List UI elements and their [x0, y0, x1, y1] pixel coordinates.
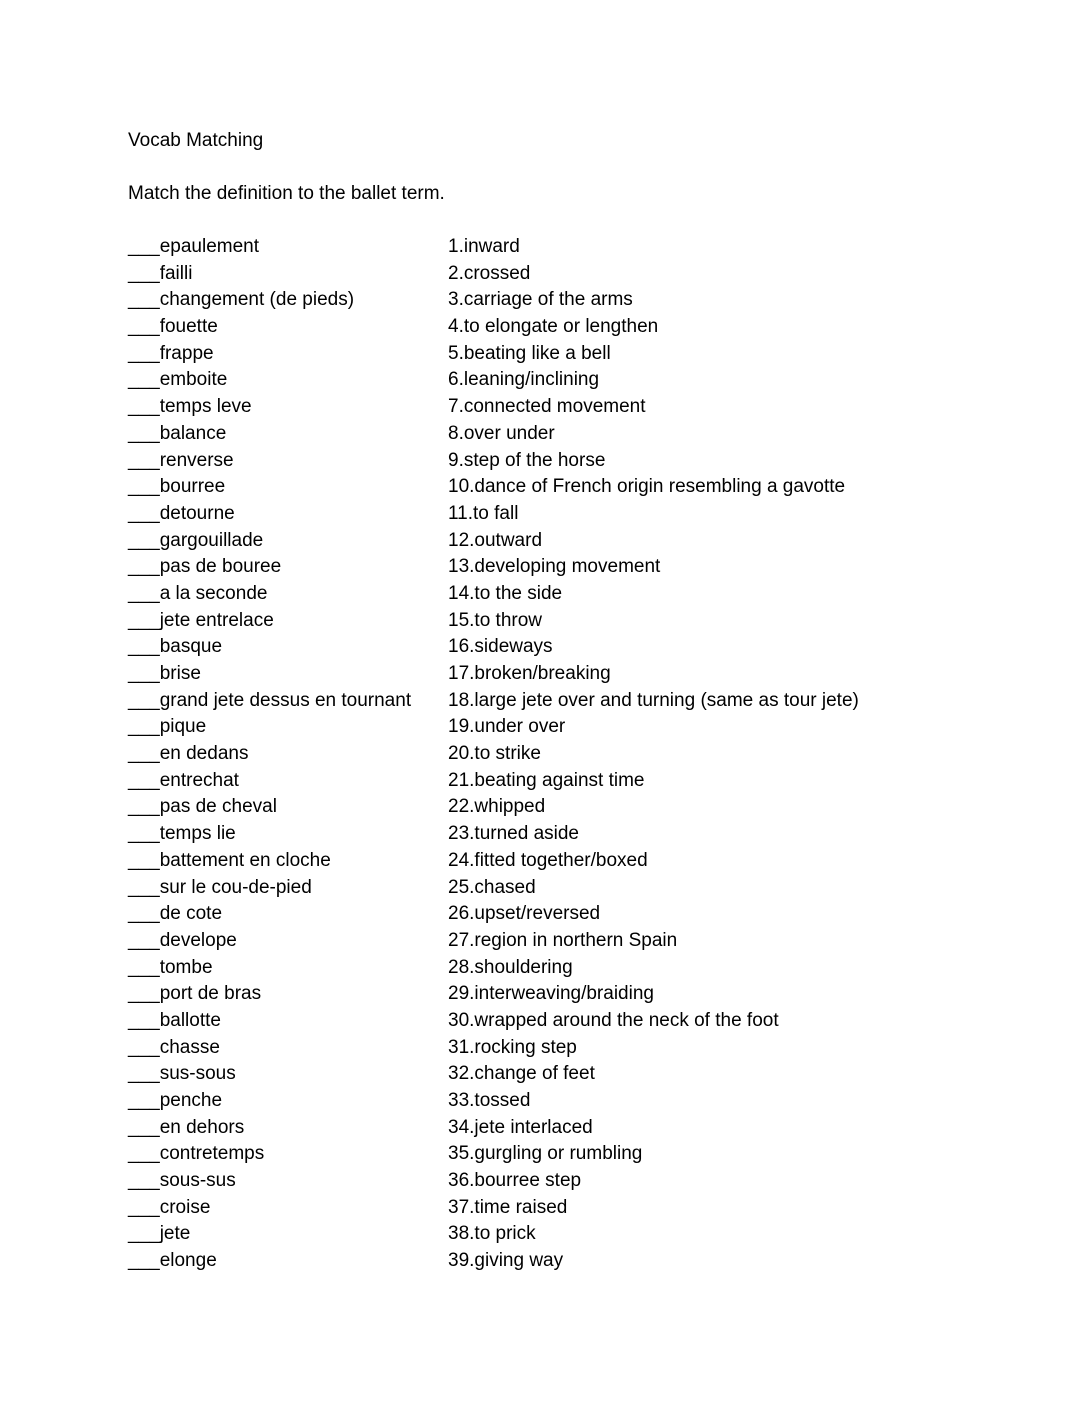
ballet-term: ___entrechat	[128, 769, 239, 791]
definition: 7.connected movement	[448, 396, 646, 418]
ballet-term: ___elonge	[128, 1250, 217, 1272]
matching-row	[128, 1195, 1028, 1222]
definition: 32.change of feet	[448, 1063, 595, 1085]
ballet-term: ___balance	[128, 422, 227, 444]
matching-row	[128, 661, 1028, 688]
ballet-term: ___sous-sus	[128, 1170, 236, 1192]
matching-row	[128, 1141, 1028, 1168]
ballet-term: ___develope	[128, 929, 237, 951]
matching-row	[128, 848, 1028, 875]
instructions-text: Match the definition to the ballet term.	[128, 183, 445, 204]
definition: 11.to fall	[448, 502, 519, 524]
matching-row	[128, 608, 1028, 635]
definition: 13.developing movement	[448, 556, 661, 578]
matching-row	[128, 1168, 1028, 1195]
ballet-term: ___temps leve	[128, 396, 252, 418]
matching-row	[128, 928, 1028, 955]
ballet-term: ___port de bras	[128, 983, 262, 1005]
definition: 37.time raised	[448, 1196, 568, 1218]
matching-row	[128, 1221, 1028, 1248]
definition: 30.wrapped around the neck of the foot	[448, 1009, 779, 1031]
matching-row	[128, 688, 1028, 715]
matching-row	[128, 1115, 1028, 1142]
ballet-term: ___croise	[128, 1196, 211, 1218]
matching-row	[128, 768, 1028, 795]
matching-row	[128, 554, 1028, 581]
ballet-term: ___pique	[128, 716, 207, 738]
definition: 28.shouldering	[448, 956, 573, 978]
ballet-term: ___battement en cloche	[128, 849, 331, 871]
matching-row	[128, 474, 1028, 501]
matching-row	[128, 875, 1028, 902]
matching-row	[128, 634, 1028, 661]
definition: 39.giving way	[448, 1250, 564, 1272]
matching-row	[128, 1088, 1028, 1115]
matching-row	[128, 794, 1028, 821]
matching-row	[128, 741, 1028, 768]
definition: 6.leaning/inclining	[448, 369, 600, 391]
definition: 15.to throw	[448, 609, 542, 631]
definition: 14.to the side	[448, 582, 563, 604]
ballet-term: ___renverse	[128, 449, 234, 471]
definition: 3.carriage of the arms	[448, 289, 633, 311]
definition: 4.to elongate or lengthen	[448, 316, 659, 338]
definition: 23.turned aside	[448, 823, 579, 845]
definition: 9.step of the horse	[448, 449, 606, 471]
matching-row	[128, 1061, 1028, 1088]
definition: 12.outward	[448, 529, 543, 551]
definition: 24.fitted together/boxed	[448, 849, 648, 871]
matching-row	[128, 448, 1028, 475]
definition: 36.bourree step	[448, 1170, 582, 1192]
definition: 33.tossed	[448, 1090, 531, 1111]
definition: 38.to prick	[448, 1223, 536, 1245]
definition: 22.whipped	[448, 796, 546, 818]
ballet-term: ___ballotte	[128, 1009, 221, 1031]
matching-row	[128, 955, 1028, 982]
matching-row	[128, 821, 1028, 848]
definition: 20.to strike	[448, 743, 541, 765]
definition: 35.gurgling or rumbling	[448, 1143, 643, 1165]
document-title: Vocab Matching	[128, 130, 264, 151]
definition: 34.jete interlaced	[448, 1116, 593, 1138]
matching-row	[128, 421, 1028, 448]
ballet-term: ___basque	[128, 636, 223, 658]
matching-row	[128, 341, 1028, 368]
ballet-term: ___sus-sous	[128, 1063, 236, 1085]
ballet-term: ___fouette	[128, 316, 218, 338]
definition: 19.under over	[448, 716, 566, 738]
ballet-term: ___jete entrelace	[128, 609, 274, 631]
matching-row	[128, 581, 1028, 608]
ballet-term: ___bourree	[128, 476, 226, 498]
matching-row	[128, 394, 1028, 421]
ballet-term: ___en dedans	[128, 743, 249, 765]
ballet-term: ___changement (de pieds)	[128, 289, 355, 311]
matching-row	[128, 981, 1028, 1008]
ballet-term: ___a la seconde	[128, 582, 268, 604]
ballet-term: ___en dehors	[128, 1116, 245, 1138]
definition: 17.broken/breaking	[448, 663, 611, 684]
matching-row	[128, 1008, 1028, 1035]
ballet-term: ___de cote	[128, 903, 223, 925]
matching-row	[128, 234, 1028, 261]
matching-row	[128, 901, 1028, 928]
matching-row	[128, 367, 1028, 394]
definition: 8.over under	[448, 422, 555, 444]
ballet-term: ___pas de bouree	[128, 556, 282, 578]
definition: 18.large jete over and turning (same as tour jete)	[448, 689, 859, 711]
ballet-term: ___emboite	[128, 369, 228, 391]
definition: 25.chased	[448, 876, 536, 898]
ballet-term: ___frappe	[128, 342, 214, 364]
ballet-term: ___detourne	[128, 502, 235, 524]
ballet-term: ___tombe	[128, 956, 213, 978]
definition: 2.crossed	[448, 262, 531, 284]
definition: 29.interweaving/braiding	[448, 983, 654, 1005]
definition: 21.beating against time	[448, 769, 645, 791]
ballet-term: ___failli	[128, 262, 193, 284]
ballet-term: ___pas de cheval	[128, 796, 277, 818]
ballet-term: ___gargouillade	[128, 529, 264, 551]
ballet-term: ___brise	[128, 663, 201, 684]
matching-row	[128, 1035, 1028, 1062]
matching-row	[128, 314, 1028, 341]
definition: 10.dance of French origin resembling a gavotte	[448, 476, 846, 498]
matching-row	[128, 528, 1028, 555]
matching-row	[128, 287, 1028, 314]
matching-list	[128, 234, 1028, 1275]
ballet-term: ___jete	[128, 1223, 191, 1245]
definition: 31.rocking step	[448, 1036, 577, 1058]
definition: 27.region in northern Spain	[448, 929, 678, 951]
matching-row	[128, 714, 1028, 741]
definition: 1.inward	[448, 236, 520, 257]
document-page	[128, 0, 1028, 1408]
definition: 26.upset/reversed	[448, 903, 601, 925]
definition: 5.beating like a bell	[448, 342, 611, 364]
ballet-term: ___temps lie	[128, 823, 236, 845]
matching-row	[128, 261, 1028, 288]
ballet-term: ___sur le cou-de-pied	[128, 876, 312, 898]
ballet-term: ___epaulement	[128, 236, 259, 257]
ballet-term: ___grand jete dessus en tournant	[128, 689, 412, 711]
matching-row	[128, 501, 1028, 528]
ballet-term: ___contretemps	[128, 1143, 265, 1165]
ballet-term: ___chasse	[128, 1036, 220, 1058]
definition: 16.sideways	[448, 636, 553, 658]
matching-row	[128, 1248, 1028, 1275]
ballet-term: ___penche	[128, 1090, 223, 1111]
